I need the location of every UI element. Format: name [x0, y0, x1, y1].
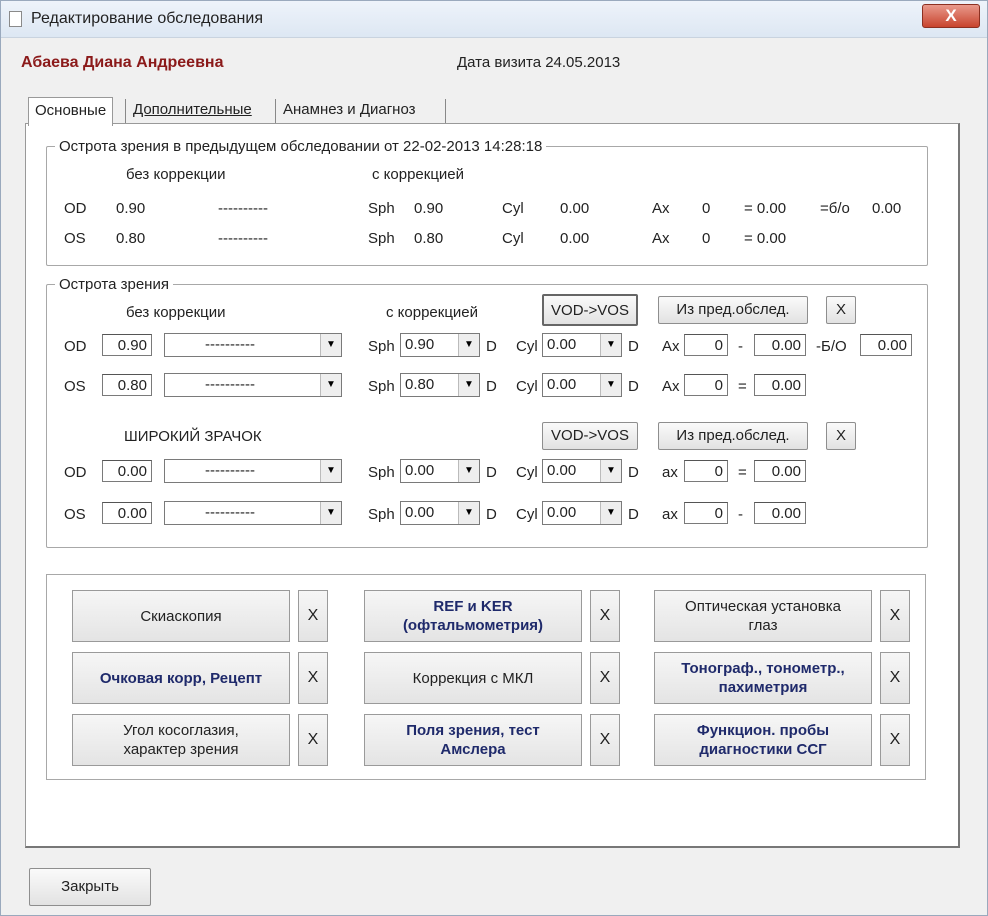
optical-setup-button[interactable]: Оптическая установка глаз — [654, 590, 872, 642]
window-icon — [9, 11, 22, 27]
os-result-input[interactable]: 0.00 — [754, 374, 806, 396]
wide-od-cyl-combo[interactable] — [542, 459, 622, 483]
clear-acuity-button[interactable]: X — [826, 296, 856, 324]
prev-od-value: 0.90 — [116, 200, 146, 217]
visit-date: Дата визита 24.05.2013 — [457, 54, 621, 71]
os-sph-value: 0.80 — [405, 376, 435, 393]
tab-anamnesis[interactable]: Анамнез и Диагноз — [283, 101, 416, 118]
os-ax-label: Ax — [662, 378, 680, 395]
os-ax-input[interactable]: 0 — [684, 374, 728, 396]
optical-setup-clear-button[interactable]: X — [880, 590, 910, 642]
wide-os-cyl-label: Cyl — [516, 506, 538, 523]
wide-od-ax-label: ax — [662, 464, 678, 481]
window-title: Редактирование обследования — [31, 10, 263, 27]
tab-panel — [25, 123, 960, 848]
wide-od-sph-unit: D — [486, 464, 497, 481]
os-label: OS — [64, 378, 86, 395]
wide-pupil-title: ШИРОКИЙ ЗРАЧОК — [124, 428, 262, 445]
chevron-down-icon: ▼ — [320, 374, 341, 396]
wide-os-cyl-unit: D — [628, 506, 639, 523]
prev-od-eq: = 0.00 — [744, 200, 787, 217]
tab-additional[interactable]: Дополнительные — [133, 101, 252, 118]
chevron-down-icon: ▼ — [458, 334, 479, 356]
od-sph-value: 0.90 — [405, 336, 435, 353]
tab-divider — [445, 99, 446, 123]
wide-od-nocorr-value: ---------- — [205, 462, 255, 479]
prev-od-label: OD — [64, 200, 87, 217]
od-cyl-value: 0.00 — [547, 336, 577, 353]
wide-os-cyl-combo[interactable] — [542, 501, 622, 525]
chevron-down-icon: ▼ — [600, 502, 621, 524]
os-sph-unit: D — [486, 378, 497, 395]
ref-ker-clear-button[interactable]: X — [590, 590, 620, 642]
functional-tests-clear-button[interactable]: X — [880, 714, 910, 766]
previous-acuity-group — [46, 138, 928, 266]
wide-os-nocorr-value: ---------- — [205, 504, 255, 521]
bo-label: -Б/О — [816, 338, 847, 355]
os-acuity-input[interactable]: 0.80 — [102, 374, 152, 396]
wide-os-sph-combo[interactable] — [400, 501, 480, 525]
wide-od-sph-label: Sph — [368, 464, 395, 481]
os-sph-combo[interactable] — [400, 373, 480, 397]
wide-os-sph-label: Sph — [368, 506, 395, 523]
patient-name: Абаева Диана Андреевна — [21, 54, 224, 71]
wide-od-acuity-input[interactable]: 0.00 — [102, 460, 152, 482]
prev-od-sph: 0.90 — [414, 200, 444, 217]
od-cyl-label: Cyl — [516, 338, 538, 355]
od-nocorr-combo[interactable] — [164, 333, 342, 357]
wide-od-label: OD — [64, 464, 87, 481]
from-previous-button[interactable]: Из пред.обслед. — [658, 296, 808, 324]
prev-od-ax-label: Ax — [652, 200, 670, 217]
previous-acuity-legend: Острота зрения в предыдущем обследовании от 22-02-2013 14:28:18 — [59, 138, 543, 155]
wide-od-sph-value: 0.00 — [405, 462, 435, 479]
prev-os-value: 0.80 — [116, 230, 146, 247]
prev-os-cyl: 0.00 — [560, 230, 590, 247]
wide-os-ax-label: ax — [662, 506, 678, 523]
prev-corr-header: с коррекцией — [372, 166, 465, 183]
prev-od-cyl: 0.00 — [560, 200, 590, 217]
prev-os-dash: ---------- — [218, 230, 268, 247]
tab-divider — [275, 99, 276, 123]
strabismus-angle-button[interactable]: Угол косоглазия, характер зрения — [72, 714, 290, 766]
wide-os-ax-input[interactable]: 0 — [684, 502, 728, 524]
wide-od-ax-input[interactable]: 0 — [684, 460, 728, 482]
od-ax-input[interactable]: 0 — [684, 334, 728, 356]
prev-os-eq: = 0.00 — [744, 230, 787, 247]
acuity-corr-header: с коррекцией — [386, 304, 479, 321]
od-sph-unit: D — [486, 338, 497, 355]
prev-os-ax: 0 — [702, 230, 711, 247]
chevron-down-icon: ▼ — [458, 460, 479, 482]
prev-nocorr-header: без коррекции — [126, 166, 226, 183]
chevron-down-icon: ▼ — [600, 460, 621, 482]
wide-od-separator: = — [738, 464, 747, 481]
prev-os-cyl-label: Cyl — [502, 230, 524, 247]
os-cyl-combo[interactable] — [542, 373, 622, 397]
wide-od-result-input[interactable]: 0.00 — [754, 460, 806, 482]
od-result-input[interactable]: 0.00 — [754, 334, 806, 356]
prev-os-label: OS — [64, 230, 86, 247]
prev-os-sph: 0.80 — [414, 230, 444, 247]
chevron-down-icon: ▼ — [458, 502, 479, 524]
window-close-button[interactable]: X — [922, 4, 980, 28]
wide-od-cyl-unit: D — [628, 464, 639, 481]
prev-od-bo: 0.00 — [872, 200, 902, 217]
wide-os-separator: - — [738, 506, 743, 523]
vod-to-vos-button[interactable]: VOD->VOS — [542, 294, 638, 326]
visual-field-button[interactable]: Поля зрения, тест Амслера — [364, 714, 582, 766]
os-nocorr-combo[interactable] — [164, 373, 342, 397]
functional-tests-button[interactable]: Функцион. пробы диагностики ССГ — [654, 714, 872, 766]
glasses-prescription-button[interactable]: Очковая корр, Рецепт — [72, 652, 290, 704]
ref-ker-button[interactable]: REF и KER (офтальмометрия) — [364, 590, 582, 642]
os-cyl-unit: D — [628, 378, 639, 395]
od-sph-label: Sph — [368, 338, 395, 355]
wide-os-result-input[interactable]: 0.00 — [754, 502, 806, 524]
os-nocorr-value: ---------- — [205, 376, 255, 393]
acuity-nocorr-header: без коррекции — [126, 304, 226, 321]
wide-od-sph-combo[interactable] — [400, 459, 480, 483]
tonography-button[interactable]: Тонограф., тонометр., пахиметрия — [654, 652, 872, 704]
wide-clear-button[interactable]: X — [826, 422, 856, 450]
prev-od-dash: ---------- — [218, 200, 268, 217]
glasses-prescription-clear-button[interactable]: X — [298, 652, 328, 704]
skiascopy-button[interactable]: Скиаскопия — [72, 590, 290, 642]
od-nocorr-value: ---------- — [205, 336, 255, 353]
chevron-down-icon: ▼ — [600, 334, 621, 356]
wide-od-cyl-value: 0.00 — [547, 462, 577, 479]
prev-od-ax: 0 — [702, 200, 711, 217]
tonography-clear-button[interactable]: X — [880, 652, 910, 704]
contact-lens-button[interactable]: Коррекция с МКЛ — [364, 652, 582, 704]
prev-od-sph-label: Sph — [368, 200, 395, 217]
chevron-down-icon: ▼ — [600, 374, 621, 396]
prev-od-bo-label: =б/о — [820, 200, 850, 217]
wide-os-nocorr-combo[interactable] — [164, 501, 342, 525]
strabismus-angle-clear-button[interactable]: X — [298, 714, 328, 766]
od-sph-combo[interactable] — [400, 333, 480, 357]
os-cyl-value: 0.00 — [547, 376, 577, 393]
wide-os-sph-unit: D — [486, 506, 497, 523]
od-acuity-input[interactable]: 0.90 — [102, 334, 152, 356]
os-cyl-label: Cyl — [516, 378, 538, 395]
tab-main[interactable]: Основные — [28, 97, 113, 126]
wide-os-acuity-input[interactable]: 0.00 — [102, 502, 152, 524]
wide-od-cyl-label: Cyl — [516, 464, 538, 481]
bo-input[interactable]: 0.00 — [860, 334, 912, 356]
od-label: OD — [64, 338, 87, 355]
skiascopy-clear-button[interactable]: X — [298, 590, 328, 642]
od-cyl-combo[interactable] — [542, 333, 622, 357]
prev-os-sph-label: Sph — [368, 230, 395, 247]
od-cyl-unit: D — [628, 338, 639, 355]
wide-from-previous-button[interactable]: Из пред.обслед. — [658, 422, 808, 450]
wide-os-sph-value: 0.00 — [405, 504, 435, 521]
os-separator: = — [738, 378, 747, 395]
od-ax-label: Ax — [662, 338, 680, 355]
od-separator: - — [738, 338, 743, 355]
wide-os-label: OS — [64, 506, 86, 523]
visual-field-clear-button[interactable]: X — [590, 714, 620, 766]
contact-lens-clear-button[interactable]: X — [590, 652, 620, 704]
title-bar — [1, 1, 987, 38]
wide-vod-to-vos-button[interactable]: VOD->VOS — [542, 422, 638, 450]
chevron-down-icon: ▼ — [320, 334, 341, 356]
acuity-legend: Острота зрения — [59, 276, 169, 293]
chevron-down-icon: ▼ — [320, 502, 341, 524]
wide-os-cyl-value: 0.00 — [547, 504, 577, 521]
prev-os-ax-label: Ax — [652, 230, 670, 247]
tab-divider — [125, 99, 126, 123]
close-button[interactable]: Закрыть — [29, 868, 151, 906]
chevron-down-icon: ▼ — [458, 374, 479, 396]
prev-od-cyl-label: Cyl — [502, 200, 524, 217]
wide-od-nocorr-combo[interactable] — [164, 459, 342, 483]
chevron-down-icon: ▼ — [320, 460, 341, 482]
os-sph-label: Sph — [368, 378, 395, 395]
